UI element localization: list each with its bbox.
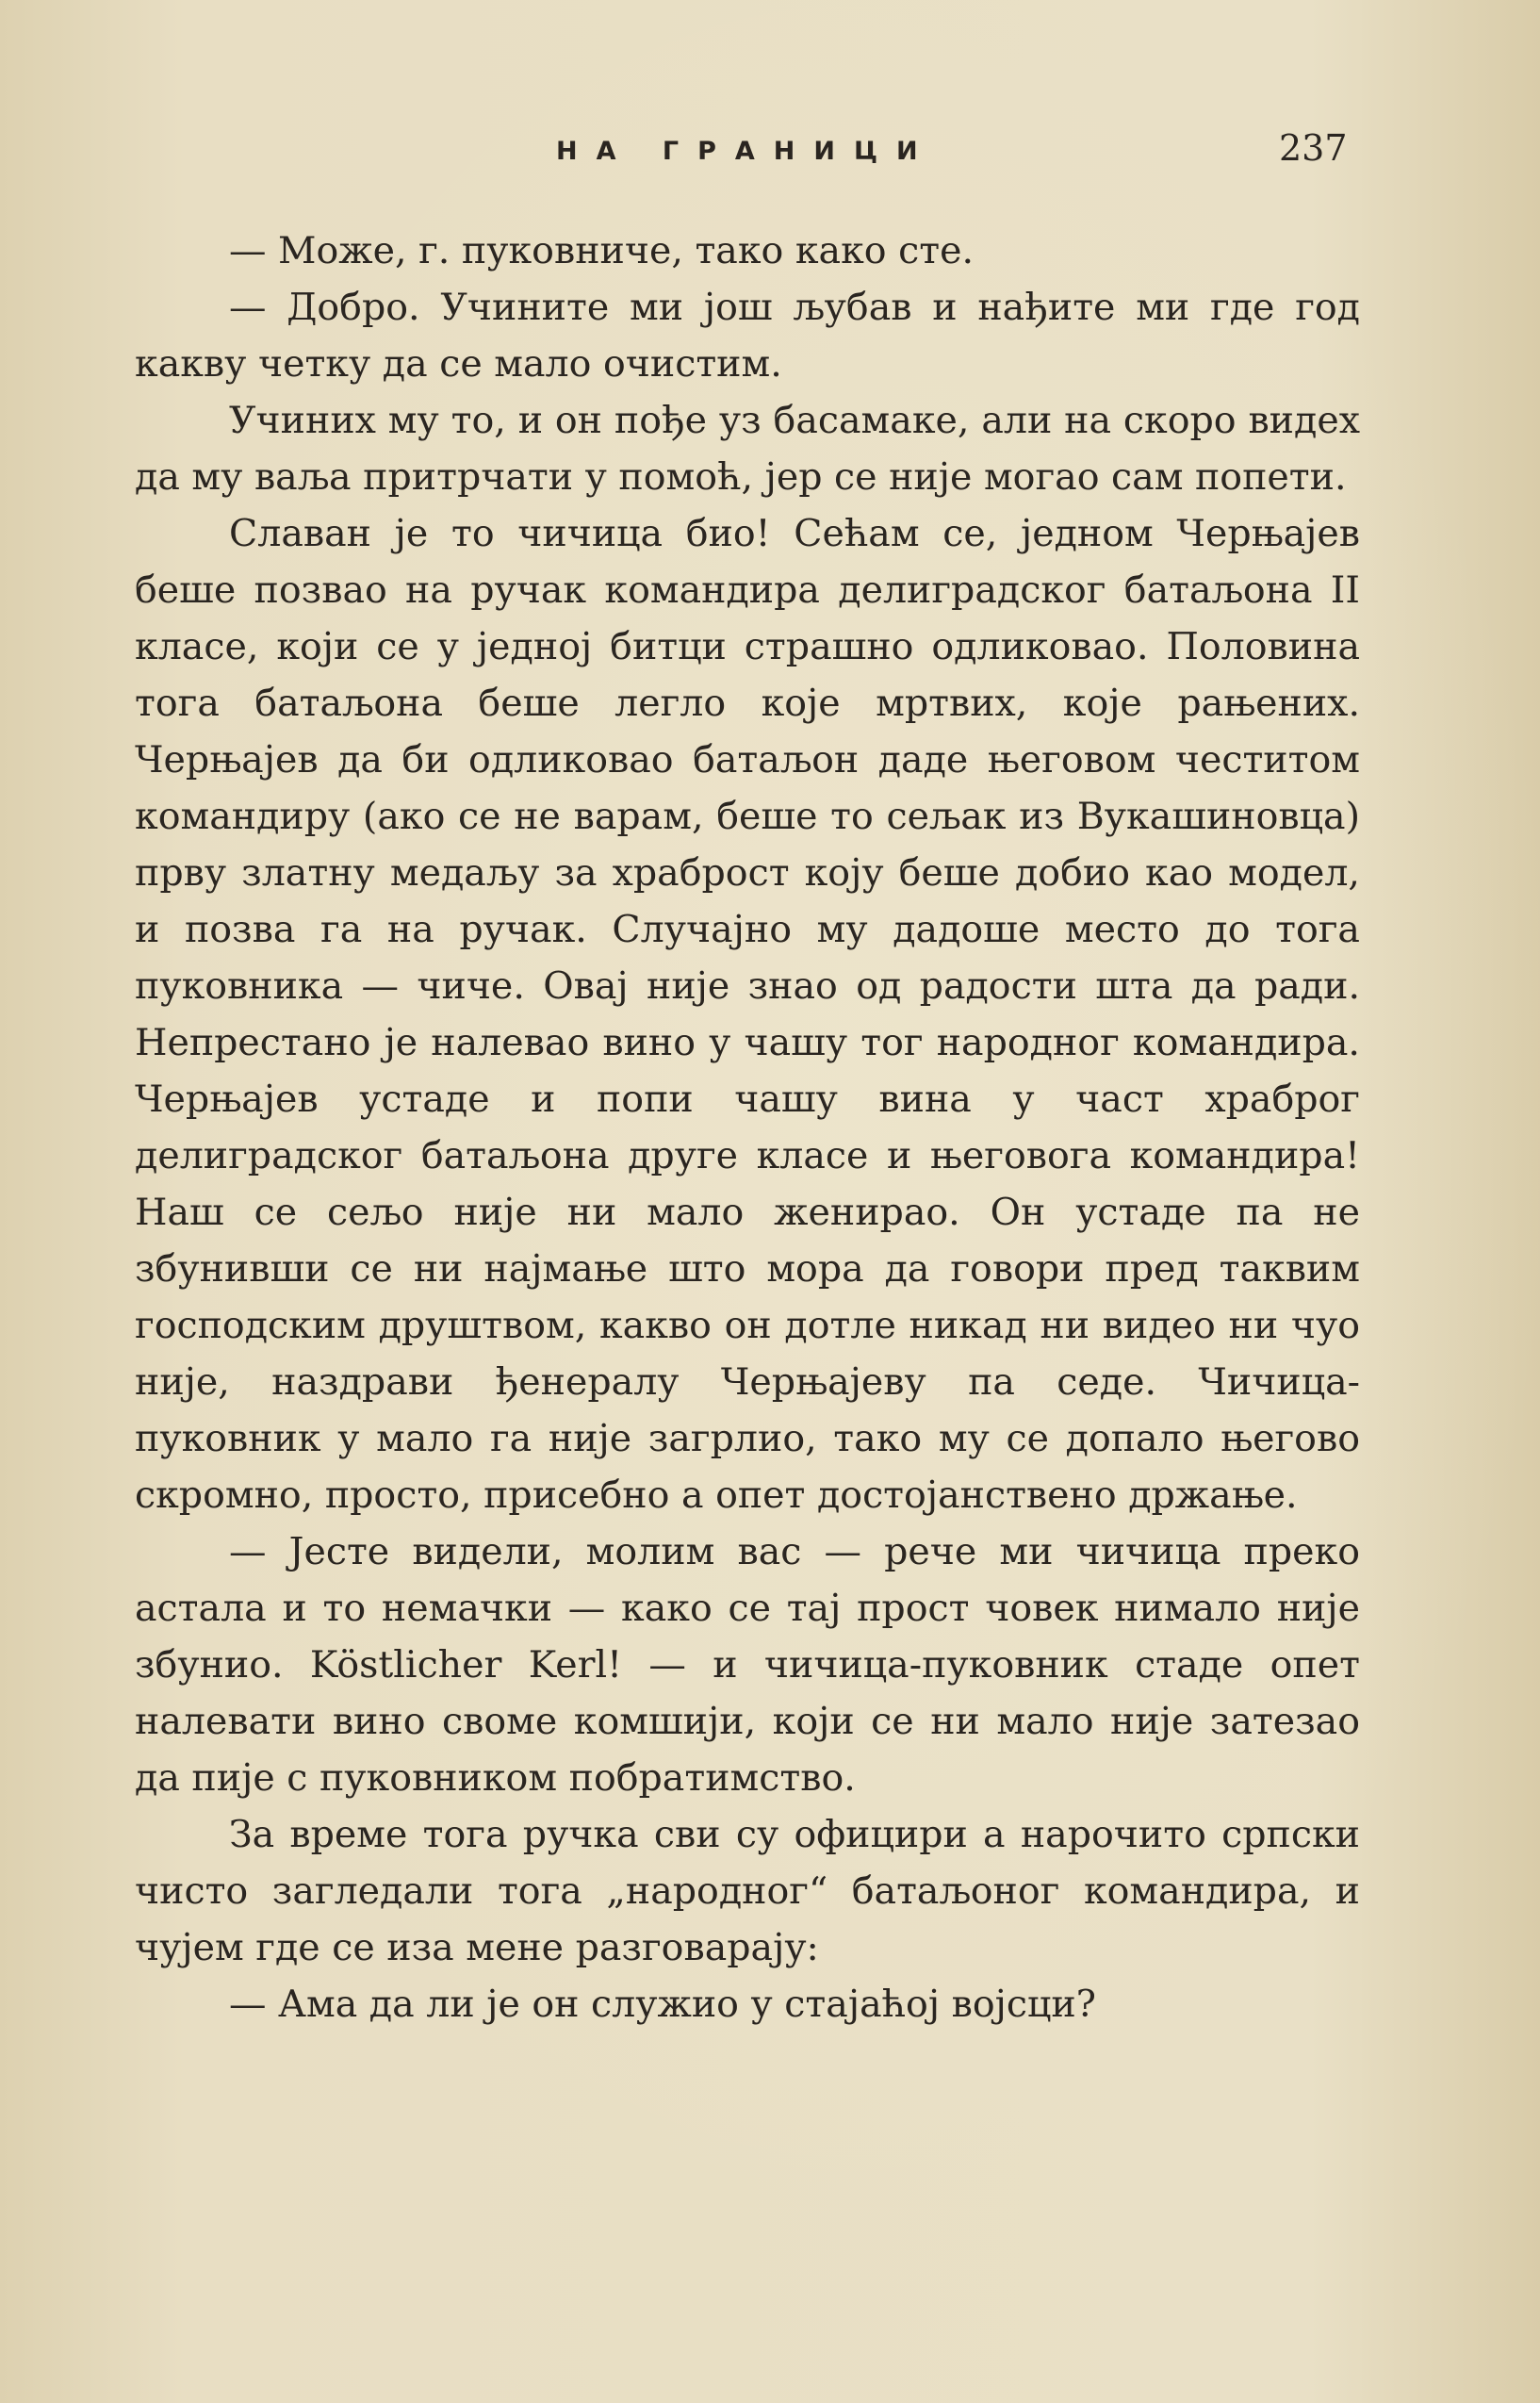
page-number: 237 bbox=[1279, 127, 1348, 169]
paragraph: — Добро. Учините ми још љубав и нађите ми где год какву четку да се мало очистим. bbox=[135, 286, 1360, 386]
paragraph: — Јесте видели, молим вас — рече ми чичица преко астала и то немачки — како се тај прост човек нимало није збунио. Köstlicher Kerl! — и чичица-пуковник стаде опет налевати вино своме комшији, који се ни мало није затезао да пије с пуковником побратимство. bbox=[135, 1530, 1360, 1800]
body-text bbox=[135, 222, 1360, 2033]
page-header bbox=[0, 127, 1540, 184]
paragraph: Славан је то чичица био! Сећам се, једном Черњајев беше позвао на ручак командира делиградског батаљона II класе, који се у једној битци страшно одликовао. Половина тога батаљона беше легло које мртвих, које рањених. Черњајев да би одликовао батаљон даде његовом честитом командиру (ако се не варам, беше то сељак из Вукашиновца) прву златну медаљу за храброст коју беше добио као модел, и позва га на ручак. Случајно му дадоше место до тога пуковника — чиче. Овај није знао од радости шта да ради. Непрестано је налевао вино у чашу тог народног командира. Черњајев устаде и попи чашу вина у част храброг делиградског батаљона друге класе и његовога командира! Наш се сељо није ни мало женирао. Он устаде па не збунивши се ни најмање што мора да говори пред таквим господским друштвом, какво он дотле никад ни видео ни чуо није, наздрави ђенералу Черњајеву па седе. Чичица-пуковник у мало га није загрлио, тако му се допало његово скромно, просто, присебно а опет достојанствено држање. bbox=[135, 512, 1360, 1517]
paragraph: За време тога ручка сви су официри а нарочито српски чисто загледали тога „народног“ батаљоног командира, и чујем где се иза мене разговарају: bbox=[135, 1813, 1360, 1969]
paragraph: — Може, г. пуковниче, тако како сте. bbox=[229, 229, 975, 272]
paragraph: — Ама да ли је он служио у стајаћој војсци? bbox=[229, 1983, 1096, 2026]
running-head: НА ГРАНИЦИ bbox=[556, 137, 937, 166]
paragraph: Учиних му то, и он пође уз басамаке, али на скоро видех да му ваља притрчати у помоћ, јер се није могао сам попети. bbox=[135, 399, 1360, 499]
